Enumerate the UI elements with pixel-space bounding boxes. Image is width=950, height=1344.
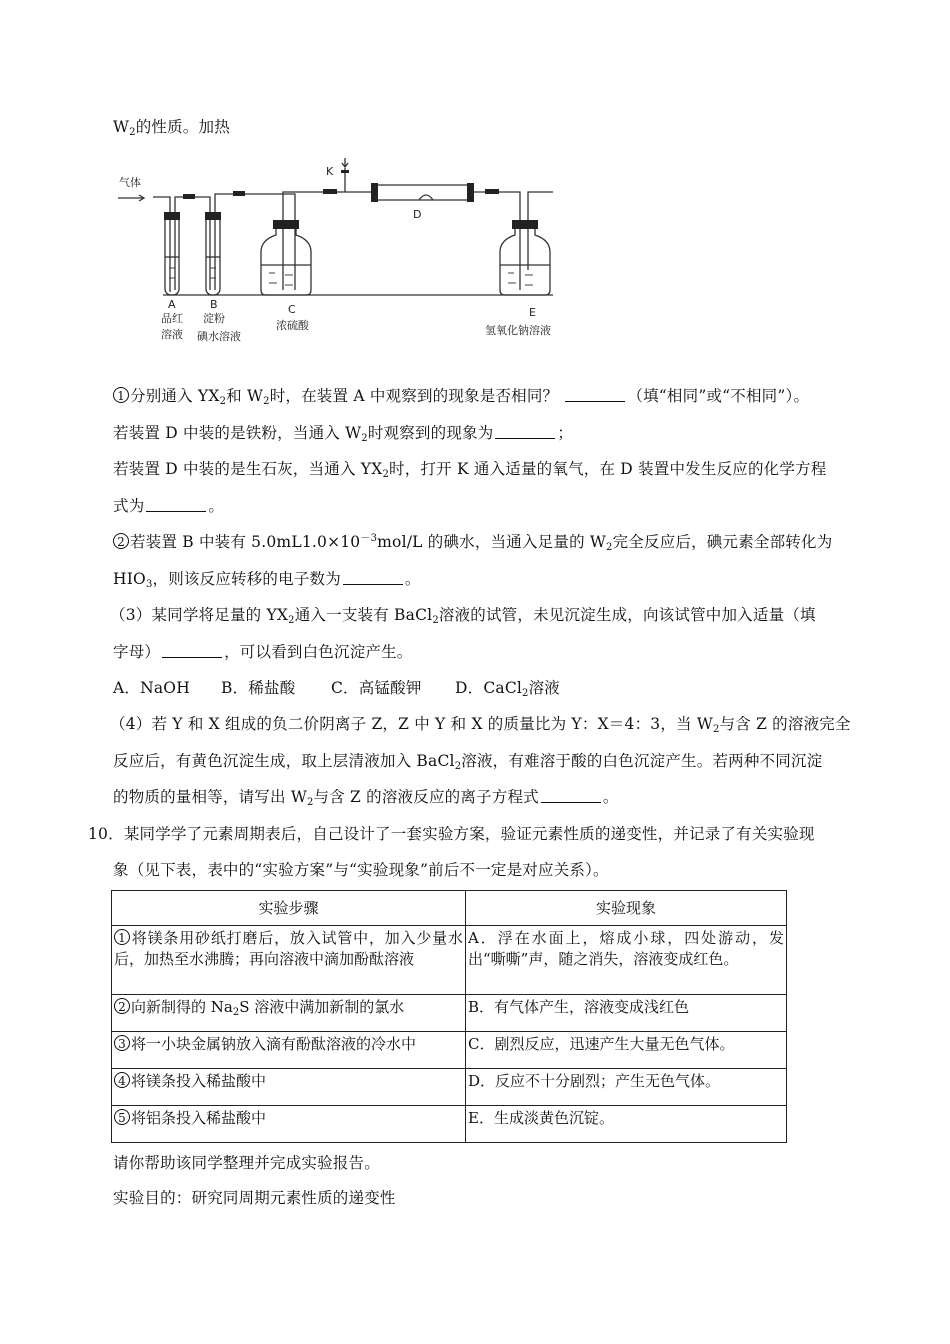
q4-line-1 — [110, 714, 851, 734]
circled-number: 3 — [114, 1035, 130, 1051]
after-table-line-1 — [113, 1153, 380, 1173]
vessel-e-letter: E — [529, 306, 536, 319]
text: 若装置 D 中装的是铁粉，当通入 W — [113, 424, 362, 442]
header-phenomena: 实验现象 — [466, 891, 787, 926]
text: 将一小块金属钠放入滴有酚酞溶液的冷水中 — [131, 1035, 417, 1053]
q3-line-1 — [110, 605, 816, 625]
text: 与含 Z 的溶液完全 — [719, 715, 851, 733]
vessel-b-label-2: 碘水溶液 — [197, 330, 241, 343]
experiment-table — [111, 890, 787, 1143]
subscript: 2 — [454, 761, 462, 772]
subscript: 2 — [129, 127, 136, 138]
answer-blank[interactable] — [162, 643, 222, 658]
text: 若装置 D 中装的是生石灰，当通入 YX — [113, 460, 383, 478]
text: 式为 — [113, 497, 145, 515]
tube-d-label: D — [413, 208, 422, 221]
q4-line-3 — [113, 787, 619, 807]
text: 若装置 B 中装有 5.0mL1.0×10 — [130, 533, 361, 551]
text: 。 — [602, 788, 619, 806]
text: 时，在装置 A 中观察到的现象是否相同？ — [269, 387, 559, 405]
q10-line-2 — [113, 860, 609, 880]
text: D．CaCl — [455, 679, 523, 697]
vessel-b-label: 淀粉 — [203, 312, 225, 325]
text: 某同学学了元素周期表后，自己设计了一套实验方案，验证元素性质的递变性，并记录了有关实验现 — [123, 825, 815, 843]
circled-number: 4 — [114, 1072, 130, 1088]
text: 字母） — [113, 643, 161, 661]
text: 溶液 — [528, 679, 561, 697]
q4-line-2 — [113, 751, 822, 771]
text: 实验目的：研究同周期元素性质的递变性 — [113, 1189, 396, 1207]
text: mol/L 的碘水，当通入足量的 W — [377, 533, 607, 551]
table-header-row — [112, 891, 787, 926]
superscript: －3 — [360, 533, 378, 544]
text: 请你帮助该同学整理并完成实验报告。 — [113, 1154, 380, 1172]
text: （填“相同”或“不相同”）。 — [627, 387, 810, 405]
option-d[interactable] — [455, 679, 560, 697]
text: 和 W — [226, 387, 264, 405]
text: ，可以看到白色沉淀产生。 — [224, 643, 413, 661]
vessel-b-letter: B — [210, 298, 218, 311]
text: HIO — [113, 570, 146, 588]
q1-line-4 — [113, 496, 224, 516]
step-cell — [112, 1106, 466, 1143]
option-a[interactable]: A．NaOH — [113, 679, 190, 697]
circled-number: 2 — [113, 533, 129, 549]
apparatus-diagram — [113, 140, 583, 355]
vessel-a-label-2: 溶液 — [161, 328, 183, 341]
text: （4）若 Y 和 X 组成的负二价阴离子 Z，Z 中 Y 和 X 的质量比为 Y：X＝4：3，当 W — [110, 715, 713, 733]
table-row — [112, 1032, 787, 1069]
answer-blank[interactable] — [541, 788, 601, 803]
gas-label: 气体 — [119, 176, 141, 189]
phenomenon-cell: D．反应不十分剧烈；产生无色气体。 — [466, 1069, 787, 1106]
text: （3）某同学将足量的 YX — [110, 606, 289, 624]
text: 溶液的试管，未见沉淀生成，向该试管中加入适量（填 — [438, 606, 816, 624]
table-row — [112, 1069, 787, 1106]
subscript: 2 — [232, 1007, 240, 1018]
intro-line — [113, 117, 230, 137]
circled-number: 1 — [114, 929, 130, 945]
text: ，则该反应转移的电子数为 — [152, 570, 341, 588]
text: 通入一支装有 BaCl — [294, 606, 433, 624]
subscript: 2 — [306, 797, 314, 808]
subscript: 2 — [263, 396, 270, 407]
text: 时，打开 K 通入适量的氧气，在 D 装置中发生反应的化学方程 — [389, 460, 827, 478]
formula-w: W — [113, 118, 130, 136]
step-cell — [112, 926, 466, 995]
subscript: 2 — [361, 433, 368, 444]
q1-line-3 — [113, 459, 826, 479]
subscript: 2 — [606, 542, 613, 553]
text: 的物质的量相等，请写出 W — [113, 788, 307, 806]
text: 将镁条用砂纸打磨后，放入试管中，加入少量水后，加热至水沸腾；再向溶液中滴加酚酞溶液 — [114, 929, 463, 968]
answer-blank[interactable] — [565, 387, 625, 402]
subscript: 3 — [145, 579, 153, 590]
vessel-a-label: 品红 — [161, 312, 183, 325]
intro-text: 的性质。加热 — [135, 118, 230, 136]
table-row — [112, 995, 787, 1032]
circled-number: 5 — [114, 1109, 130, 1125]
step-cell — [112, 1069, 466, 1106]
after-table-line-2 — [113, 1188, 396, 1208]
table-row — [112, 926, 787, 995]
q2-line-2 — [113, 569, 421, 589]
phenomenon-cell: B．有气体产生，溶液变成浅红色 — [466, 995, 787, 1032]
text: 。 — [404, 570, 421, 588]
table-row — [112, 1106, 787, 1143]
text: 象（见下表，表中的“实验方案”与“实验现象”前后不一定是对应关系）。 — [113, 861, 609, 879]
subscript: 2 — [288, 615, 295, 626]
vessel-c-letter: C — [288, 303, 296, 316]
text: 与含 Z 的溶液反应的离子方程式 — [313, 788, 539, 806]
step-cell — [112, 1032, 466, 1069]
q10-line-1 — [88, 824, 815, 844]
text: 反应后，有黄色沉淀生成，取上层清液加入 BaCl — [113, 752, 455, 770]
text: 时观察到的现象为 — [367, 424, 494, 442]
text: 将镁条投入稀盐酸中 — [131, 1072, 267, 1090]
circled-number: 1 — [113, 387, 129, 403]
q1-line-2 — [113, 423, 573, 443]
header-steps: 实验步骤 — [112, 891, 466, 926]
subscript: 2 — [219, 396, 227, 407]
vessel-e-label: 氢氧化钠溶液 — [485, 324, 551, 337]
q1-line-1 — [113, 386, 809, 406]
text: 。 — [208, 497, 225, 515]
text: 将铝条投入稀盐酸中 — [131, 1109, 267, 1127]
vessel-a-letter: A — [168, 298, 176, 311]
answer-blank[interactable] — [495, 424, 555, 439]
subscript: 2 — [522, 688, 529, 699]
q2-line-1 — [113, 532, 832, 552]
question-number: 10． — [88, 825, 124, 843]
option-b[interactable]: B．稀盐酸 — [221, 679, 296, 697]
subscript: 2 — [712, 724, 720, 735]
text: 向新制得的 Na — [131, 998, 233, 1016]
option-c[interactable]: C．高锰酸钾 — [331, 679, 422, 697]
text: 分别通入 YX — [130, 387, 220, 405]
q3-line-2 — [113, 642, 413, 662]
text: 完全反应后，碘元素全部转化为 — [612, 533, 833, 551]
vessel-c-label: 浓硫酸 — [276, 319, 309, 332]
answer-blank[interactable] — [343, 570, 403, 585]
text: S 溶液中满加新制的氯水 — [239, 998, 405, 1016]
answer-blank[interactable] — [146, 497, 206, 512]
q3-options — [113, 678, 560, 698]
text: 溶液，有难溶于酸的白色沉淀产生。若两种不同沉淀 — [461, 752, 823, 770]
phenomenon-cell: E．生成淡黄色沉锭。 — [466, 1106, 787, 1143]
circled-number: 2 — [114, 998, 130, 1014]
phenomenon-cell: C．剧烈反应，迅速产生大量无色气体。 — [466, 1032, 787, 1069]
step-cell — [112, 995, 466, 1032]
valve-k-label: K — [326, 165, 334, 178]
phenomenon-cell: A．浮在水面上，熔成小球，四处游动，发出“嘶嘶”声，随之消失，溶液变成红色。 — [466, 926, 787, 995]
subscript: 2 — [382, 469, 390, 480]
subscript: 2 — [432, 615, 439, 626]
text: ； — [557, 424, 574, 442]
